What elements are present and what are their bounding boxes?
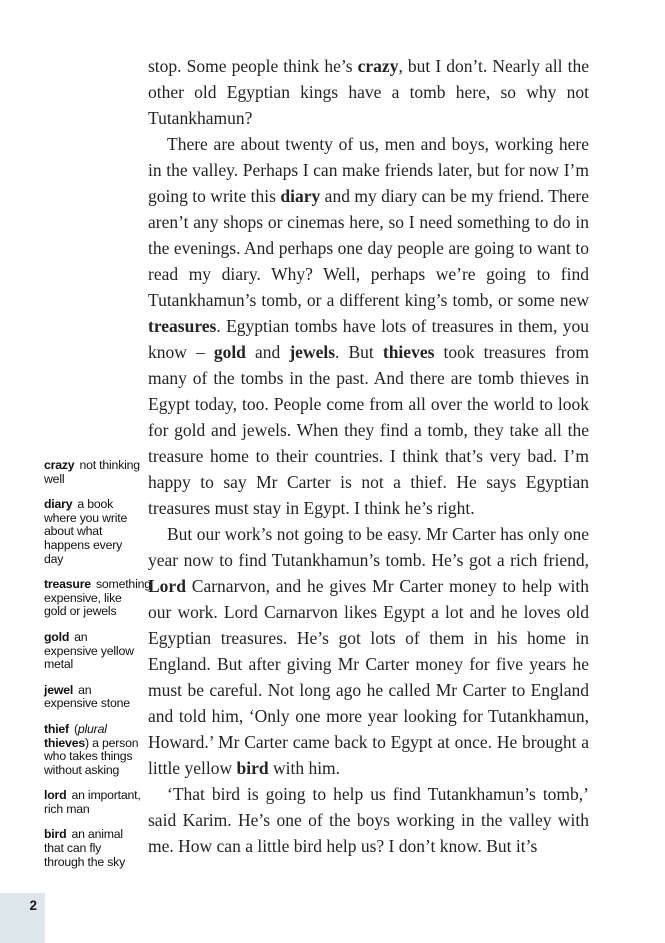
text-segment: . But bbox=[335, 342, 383, 362]
text-segment: crazy bbox=[44, 458, 75, 472]
text-segment: , but I don’t. Nearly all the other old Egyptian kings have a tomb here, so why not Tutankhamun? bbox=[148, 56, 589, 128]
glossary-entry-thief bbox=[44, 723, 143, 777]
text-segment: ) a person who takes things without asking bbox=[44, 735, 139, 777]
text-segment: Lord bbox=[148, 576, 186, 596]
text-segment: thieves bbox=[382, 342, 435, 362]
text-segment: diary bbox=[280, 186, 321, 206]
text-segment: with him. bbox=[268, 758, 341, 778]
text-segment: treasure bbox=[44, 577, 91, 592]
text-segment: not thinking well bbox=[44, 458, 140, 486]
text-segment: jewel bbox=[44, 682, 74, 697]
story-text bbox=[148, 53, 589, 859]
text-segment: treasures bbox=[148, 316, 217, 336]
text-segment: gold bbox=[213, 342, 246, 362]
text-segment: bird bbox=[44, 827, 67, 842]
story-paragraph bbox=[148, 131, 589, 521]
text-segment: stop. Some people think he’s bbox=[148, 56, 358, 76]
glossary-sidebar bbox=[44, 458, 151, 881]
text-segment: took treasures from many of the tombs in the past. And there are tomb thieves in Egypt today, too. People come from all over the world to look for gold and jewels. When they find a tomb, they take all the treasure home to their countries. I think that’s very bad. I’m happy to say Mr Carter is not a thief. He says Egyptian treasures must stay in Egypt. I think he’s right. bbox=[148, 342, 589, 518]
text-segment: and my diary can be my friend. There aren’t any shops or cinemas here, so I need something to do in the evenings. And perhaps one day people are going to want to read my diary. Why? Well, perhaps we’re going to find Tutankhamun’s tomb, or a different king’s tomb, or some new bbox=[148, 186, 589, 310]
story-paragraph bbox=[148, 781, 589, 859]
text-segment: There are about twenty of us, men and boys, working here in the valley. Perhaps I can make friends later, but for now I’m going to write this bbox=[148, 134, 589, 206]
text-segment: crazy bbox=[357, 56, 399, 76]
text-segment: and bbox=[245, 342, 290, 362]
page-number: 2 bbox=[29, 898, 37, 913]
text-segment: gold bbox=[44, 629, 70, 644]
text-segment: Carnarvon, and he gives Mr Carter money to help with our work. Lord Carnarvon likes Egypt a lot and he loves old Egyptian treasures. He’s got lots of them in his home in England. But after giving Mr Carter money for five years he must be careful. Not long ago he called Mr Carter to England and told him, ‘Only one more year looking for Tutankhamun, Howard.’ Mr Carter came back to Egypt at once. He brought a little yellow bbox=[148, 576, 589, 778]
story-paragraph bbox=[148, 53, 589, 131]
glossary-entry-diary bbox=[44, 498, 143, 566]
text-segment: an expensive yellow metal bbox=[44, 629, 134, 672]
glossary-entry-gold bbox=[44, 631, 143, 672]
text-segment: an important, rich man bbox=[44, 788, 141, 816]
text-segment: plural bbox=[77, 721, 107, 736]
text-segment: . Egyptian tombs have lots of treasures in them, you know – bbox=[148, 316, 589, 362]
text-segment: a book where you write about what happens every day bbox=[44, 497, 128, 566]
text-segment: an animal that can fly through the sky bbox=[44, 827, 126, 869]
glossary-entry-jewel bbox=[44, 684, 143, 711]
story-paragraph bbox=[148, 521, 589, 781]
text-segment: an expensive stone bbox=[44, 682, 130, 711]
text-segment: thief bbox=[44, 721, 69, 736]
text-segment: lord bbox=[44, 788, 67, 803]
text-segment: jewels bbox=[289, 342, 336, 362]
glossary-entry-treasure bbox=[44, 577, 151, 619]
page-number-badge bbox=[0, 893, 45, 943]
text-segment: diary bbox=[44, 497, 73, 512]
text-segment: something expensive, like gold or jewels bbox=[44, 577, 151, 619]
text-segment: bird bbox=[236, 758, 269, 778]
text-segment: But our work’s not going to be easy. Mr Carter has only one year now to find Tutankhamun’s tomb. He’s got a rich friend, bbox=[148, 524, 589, 570]
text-segment: ( bbox=[73, 721, 78, 736]
text-segment: thieves bbox=[44, 735, 85, 750]
glossary-entry-lord bbox=[44, 789, 143, 816]
glossary-entry-bird bbox=[44, 828, 143, 869]
glossary-entry-crazy bbox=[44, 459, 143, 486]
text-segment: ‘That bird is going to help us find Tutankhamun’s tomb,’ said Karim. He’s one of the boys working in the valley with me. How can a little bird help us? I don’t know. But it’s bbox=[148, 784, 589, 856]
